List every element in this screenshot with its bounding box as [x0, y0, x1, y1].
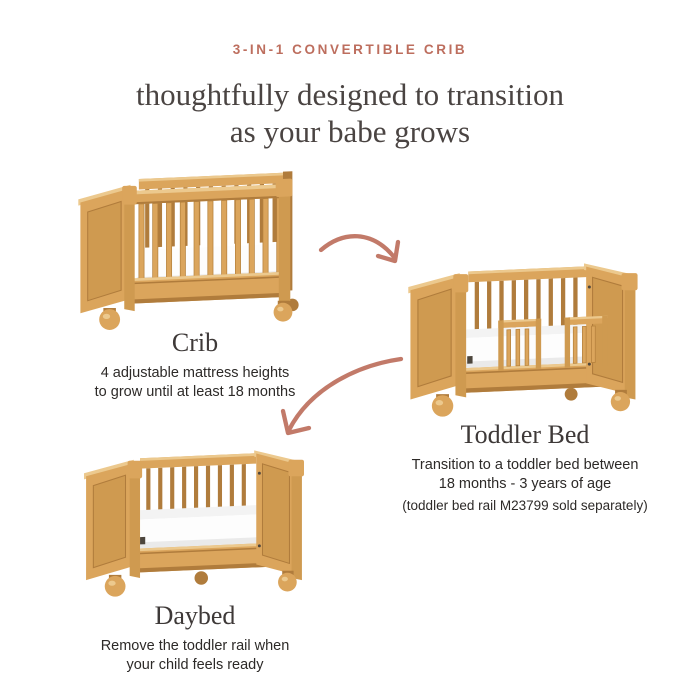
- toddler-bed-description: [380, 456, 670, 494]
- toddler-bed-illustration: [408, 257, 640, 422]
- stage-label-toddler-bed: Toddler Bed: [460, 420, 590, 449]
- page-title: [0, 76, 700, 150]
- toddler-bed-note: (toddler bed rail M23799 sold separately): [402, 498, 648, 513]
- daybed-illustration: [84, 444, 304, 602]
- daybed-description-line-1: Remove the toddler rail when: [100, 638, 290, 654]
- toddler-bed-caption: [380, 421, 670, 514]
- toddler-bed-description-line-2: 18 months - 3 years of age: [438, 476, 612, 492]
- page-title-line-1: thoughtfully designed to transition: [136, 77, 564, 112]
- toddler-bed-description-line-1: Transition to a toddler bed between: [411, 457, 639, 473]
- daybed-description-line-2: your child feels ready: [126, 657, 264, 673]
- arrow-crib-to-toddler-icon: [317, 224, 409, 276]
- crib-description: [45, 364, 345, 402]
- crib-description-line-1: 4 adjustable mattress heights: [100, 365, 290, 381]
- crib-illustration: [78, 166, 300, 331]
- crib-caption: [45, 329, 345, 402]
- crib-description-line-2: to grow until at least 18 months: [94, 384, 296, 400]
- daybed-description: [45, 637, 345, 675]
- daybed-caption: [45, 602, 345, 675]
- stage-label-daybed: Daybed: [154, 601, 236, 630]
- eyebrow-label: 3-IN-1 CONVERTIBLE CRIB: [232, 42, 468, 57]
- page-title-line-2: as your babe grows: [229, 114, 471, 149]
- stage-label-crib: Crib: [171, 328, 219, 357]
